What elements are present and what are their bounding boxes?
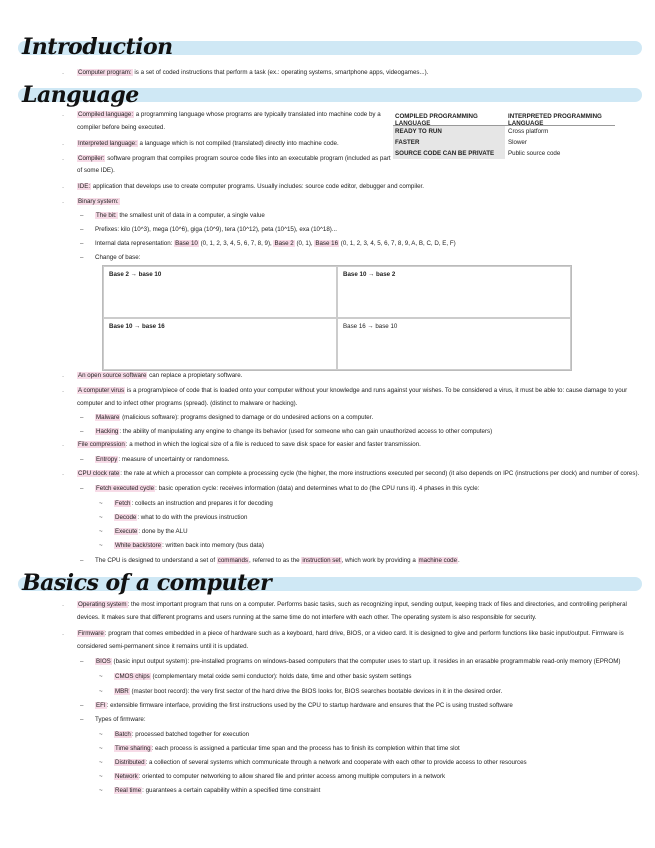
text-mbr: (master boot record): the very first sector of the hard drive the BIOS looks for, BIOS searches bootable devices in it in the desired order. [129, 688, 503, 695]
term-fetch-cycle: Fetch executed cycle [96, 485, 155, 492]
compiled-language-line1 [77, 111, 381, 119]
term-commands: commands [217, 557, 249, 564]
bullet-tilde: ~ [99, 731, 103, 738]
distributed-line [114, 759, 527, 767]
prefixes-line: Prefixes: kilo (10^3), mega (10^6), giga (10^9), tera (10^12), peta (10^15), exa (10^18)... [95, 226, 338, 233]
bullet-dash: – [80, 716, 84, 723]
bullet-dash: – [80, 428, 84, 435]
text-decode: : what to do with the previous instruction [137, 514, 248, 521]
network-line [114, 773, 445, 781]
decode-line [114, 514, 247, 522]
bullet-dash: – [80, 658, 84, 665]
cmos-line [114, 673, 411, 681]
text-entropy: : measure of uncertainty or randomness. [118, 456, 230, 463]
binary-system-line [77, 198, 120, 206]
bullet-dot: · [62, 141, 65, 148]
term-distributed: Distributed [115, 759, 145, 766]
text-timesharing: : each process is assigned a particular time span and the process has to finish its completion within that time slot [151, 745, 460, 752]
term-batch: Batch [115, 731, 131, 738]
compiled-vs-interpreted-table [393, 114, 615, 159]
bullet-dot: · [62, 388, 65, 395]
bullet-dash: – [80, 240, 84, 247]
bullet-dash: – [80, 254, 84, 261]
text-clock: : the rate at which a processor can complete a processing cycle (the higher, the more instructions executed per second) (it also depends on IPC (instructions per clock) and number of cores). [120, 470, 640, 477]
table-row [393, 137, 615, 148]
mbr-line [114, 688, 502, 696]
term-bit: The bit: [96, 212, 117, 219]
ide-line [77, 183, 424, 191]
cpu-instruction-set-line [95, 557, 460, 565]
text-execute: : done by the ALU [138, 528, 188, 535]
text-base10: (0, 1, 2, 3, 4, 5, 6, 7, 8, 9), [198, 240, 274, 247]
bullet-dash: – [80, 212, 84, 219]
term-timesharing: Time sharing [115, 745, 151, 752]
batch-line [114, 731, 249, 739]
term-mbr: MBR [115, 688, 129, 695]
table-cell: Public source code [508, 150, 561, 157]
bullet-dot: · [62, 602, 65, 609]
text-fetch: : collects an instruction and prepares it for decoding [131, 500, 273, 507]
text-internal-pre: Internal data representation: [95, 240, 175, 247]
term-compiled: Compiled language: [78, 111, 134, 118]
text-ide: application that develops use to create computer programs. Usually includes: source code editor, debugger and compiler. [91, 183, 424, 190]
internal-representation-line [95, 240, 456, 248]
text-cpu-pre: The CPU is designed to understand a set of [95, 557, 217, 564]
open-source-line [77, 372, 242, 380]
term-clock: CPU clock rate [78, 470, 120, 477]
grid-cell-base16-to-base10: Base 16 → base 10 [337, 318, 571, 370]
bullet-dot: · [62, 373, 65, 380]
term-instruction-set: instruction set [302, 557, 341, 564]
term-bios: BIOS [96, 658, 111, 665]
bullet-dot: · [62, 156, 65, 163]
bit-line [95, 212, 265, 220]
section-title-language: Language [22, 82, 139, 108]
bullet-tilde: ~ [99, 787, 103, 794]
table-cell: FASTER [393, 137, 505, 148]
bullet-dot: · [62, 112, 65, 119]
bullet-tilde: ~ [99, 773, 103, 780]
term-writeback: White back/store [115, 542, 162, 549]
bullet-tilde: ~ [99, 688, 103, 695]
fetch-line [114, 500, 273, 508]
intro-computer-program [77, 69, 428, 77]
compiled-language-line2: compiler before being executed. [77, 124, 166, 131]
text-fetch-cycle: : basic operation cycle: receives information (data) and determines what to do (the CPU runs it). 4 phases in this cycle: [155, 485, 480, 492]
text-compression: : a method in which the logical size of a file is reduced to save disk space for easier and faster transmission. [125, 441, 421, 448]
term-hacking: Hacking [96, 428, 119, 435]
term-computer-program: Computer program: [78, 69, 132, 76]
text-firmware-1: : program that comes embedded in a piece of hardware such as a keyboard, hard drive, BIOS, or a video card. It is designed to give and perform functions like basic input/output. Firmware is [104, 630, 624, 637]
fetch-cycle-line [95, 485, 479, 493]
bullet-dash: – [80, 485, 84, 492]
compiler-line2: of some IDE). [77, 167, 115, 174]
term-entropy: Entropy [96, 456, 118, 463]
table-header-row [393, 114, 615, 126]
text-cpu-mid2: , which work by providing a [341, 557, 418, 564]
efi-line [95, 702, 513, 710]
timesharing-line [114, 745, 460, 753]
text-open-source: can replace a propietary software. [147, 372, 243, 379]
text-writeback: : written back into memory (bus data) [162, 542, 264, 549]
term-firmware: Firmware [78, 630, 104, 637]
bullet-tilde: ~ [99, 673, 103, 680]
term-compiler: Compiler: [78, 155, 105, 162]
text-compiler-1: software program that compiles program source code files into an executable program (included as part [105, 155, 391, 162]
bullet-tilde: ~ [99, 542, 103, 549]
table-row [393, 148, 615, 159]
term-execute: Execute [115, 528, 138, 535]
bullet-tilde: ~ [99, 528, 103, 535]
bullet-dash: – [80, 456, 84, 463]
base-conversion-grid [102, 265, 572, 371]
bullet-dash: – [80, 557, 84, 564]
term-interpreted: Interpreted language: [78, 140, 137, 147]
term-malware: Malware [96, 414, 120, 421]
term-base2: Base 2 [274, 240, 294, 247]
table-header-interpreted: INTERPRETED PROGRAMMING LANGUAGE [508, 112, 602, 127]
bullet-dash: – [80, 414, 84, 421]
grid-cell-base10-to-base2: Base 10 → base 2 [337, 266, 571, 318]
text-hacking: : the ability of manipulating any engine to change its behavior (used for someone who can gain unauthorized access to other computers) [119, 428, 493, 435]
bullet-tilde: ~ [99, 759, 103, 766]
bullet-dot: · [62, 631, 65, 638]
bullet-dot: · [62, 471, 65, 478]
bullet-tilde: ~ [99, 500, 103, 507]
text-efi: : extensible firmware interface, providing the first instructions used by the CPU to startup hardware and ensures that the PC is using trusted software [106, 702, 513, 709]
text-cpu-end: . [458, 557, 460, 564]
compiler-line1 [77, 155, 391, 163]
realtime-line [114, 787, 320, 795]
virus-line1 [77, 387, 627, 395]
bullet-tilde: ~ [99, 514, 103, 521]
hacking-line [95, 428, 492, 436]
bullet-dot: · [62, 70, 65, 77]
bullet-dot: · [62, 184, 65, 191]
table-cell: SOURCE CODE CAN BE PRIVATE [393, 148, 505, 159]
text-bios: (basic input output system): pre-installed programs on windows-based computers that the computer uses to start up. it resides in an erasable programmable read-only memory (EPROM) [111, 658, 621, 665]
term-network: Network [115, 773, 138, 780]
text-computer-program: is a set of coded instructions that perform a task (ex.: operating systems, smartphone apps, videogames...). [132, 69, 429, 76]
term-efi: EFI [96, 702, 106, 709]
text-compiled-1: a programming language whose programs are typically translated into machine code by a [134, 111, 381, 118]
text-os-1: : the most important program that runs on a computer. Performs basic tasks, such as recognizing input, sending output, keeping track of files and directories, and controlling peripheral [127, 601, 627, 608]
types-firmware-line: Types of firmware: [95, 716, 146, 723]
text-base2: (0, 1), [294, 240, 315, 247]
term-machine-code: machine code [418, 557, 458, 564]
table-row [393, 126, 615, 137]
term-realtime: Real time [115, 787, 142, 794]
bullet-tilde: ~ [99, 745, 103, 752]
bullet-dash: – [80, 226, 84, 233]
table-cell: READY TO RUN [393, 126, 505, 137]
term-base10: Base 10 [175, 240, 198, 247]
virus-line2: computer and to infect other programs (spread). (distinct to malware or hacking). [77, 400, 298, 407]
text-base16: (0, 1, 2, 3, 4, 5, 6, 7, 8, 9, A, B, C, D, E, F) [339, 240, 456, 247]
term-base16: Base 16 [315, 240, 339, 247]
section-title-introduction: Introduction [22, 34, 173, 60]
text-distributed: : a collection of several systems which communicate through a network and cooperate with each other to provide access to other resources [145, 759, 527, 766]
section-title-basics: Basics of a computer [22, 570, 272, 596]
term-binary: Binary system: [78, 198, 119, 205]
term-open-source: An open source software [78, 372, 147, 379]
bullet-dash: – [80, 702, 84, 709]
text-cmos: (complementary metal oxide semi conductor): holds date, time and other basic system settings [150, 673, 412, 680]
entropy-line [95, 456, 229, 464]
bullet-dot: · [62, 442, 65, 449]
bios-line [95, 658, 620, 666]
cpu-clock-line [77, 470, 639, 478]
os-line2: devices. It makes sure that different programs and users running at the same time do not interfere with each other. The operating system is also responsible for security. [77, 614, 537, 621]
text-network: : oriented to computer networking to allow shared file and printer access among multiple computers in a network [138, 773, 446, 780]
interpreted-language-line [77, 140, 339, 148]
malware-line [95, 414, 373, 422]
text-bit: the smallest unit of data in a computer, a single value [117, 212, 265, 219]
file-compression-line [77, 441, 421, 449]
bullet-dot: · [62, 199, 65, 206]
text-virus-1: is a program/piece of code that is loaded onto your computer without your knowledge and runs against your wishes. To be considered a virus, it must be able to: cause damage to your [125, 387, 628, 394]
term-cmos: CMOS chips [115, 673, 150, 680]
table-cell: Cross platform [508, 128, 549, 135]
change-base-line: Change of base: [95, 254, 141, 261]
firmware-line2: considered semi-permanent since it remains until it is updated. [77, 643, 249, 650]
text-batch: : processed batched together for execution [131, 731, 250, 738]
table-cell: Slower [508, 139, 527, 146]
text-interpreted: a language which is not compiled (translated) directly into machine code. [137, 140, 339, 147]
grid-cell-base10-to-base16: Base 10 → base 16 [103, 318, 337, 370]
execute-line [114, 528, 188, 536]
grid-cell-base2-to-base10: Base 2 → base 10 [103, 266, 337, 318]
term-decode: Decode [115, 514, 137, 521]
term-os: Operating system [78, 601, 127, 608]
text-realtime: : guarantees a certain capability within a specified time constraint [142, 787, 321, 794]
term-compression: File compression [78, 441, 125, 448]
term-ide: IDE: [78, 183, 91, 190]
table-header-compiled: COMPILED PROGRAMMING LANGUAGE [395, 112, 478, 127]
text-malware: (malicious software): programs designed to damage or do undesired actions on a computer. [120, 414, 374, 421]
term-virus: A computer virus [78, 387, 125, 394]
writeback-line [114, 542, 264, 550]
text-cpu-mid: , referred to as the [249, 557, 302, 564]
firmware-line1 [77, 630, 624, 638]
term-fetch: Fetch [115, 500, 131, 507]
os-line1 [77, 601, 627, 609]
